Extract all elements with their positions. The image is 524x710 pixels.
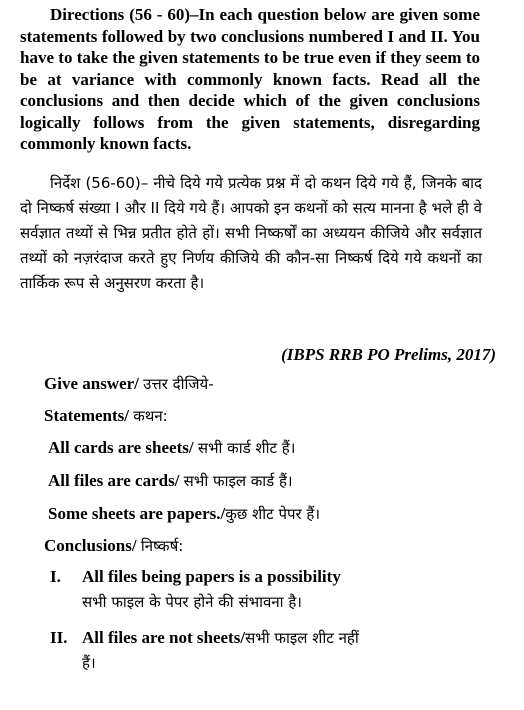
conclusion-1-en-text: All files being papers is a possibility	[82, 567, 341, 586]
statements-heading	[44, 406, 168, 426]
statement-2	[48, 471, 293, 491]
conclusion-1-en	[82, 567, 341, 587]
exam-source: (IBPS RRB PO Prelims, 2017)	[281, 345, 496, 364]
statement-1-hi: सभी कार्ड शीट हैं।	[197, 439, 296, 457]
give-answer-en: Give answer/	[44, 374, 144, 393]
conclusion-1-hi: सभी फाइल के पेपर होने की संभावना है।	[82, 593, 302, 611]
conclusion-1-number: I.	[50, 567, 61, 586]
give-answer-line	[44, 374, 214, 394]
statement-3-en: Some sheets are papers./	[48, 504, 226, 523]
statements-heading-en: Statements/	[44, 406, 134, 425]
statement-3-hi: कुछ शीट पेपर हैं।	[225, 505, 321, 523]
conclusion-2-en	[82, 628, 359, 648]
directions-english: Directions (56 - 60)–In each question below are given some statements followed by two conclusions numbered I and II. You have to take the given statements to be true even if they seem to be at variance with commonly known facts. Read all the conclusions and then decide which of the given conclusions logically follows from the given statements, disregarding commonly known facts.	[20, 5, 480, 153]
statement-1	[48, 438, 295, 458]
statement-1-en: All cards are sheets/	[48, 438, 198, 457]
conclusion-2-number: II.	[50, 628, 68, 647]
conclusion-2-en-text: All files are not sheets/	[82, 628, 246, 647]
statements-heading-hi: कथन:	[133, 407, 168, 425]
statement-2-en: All files are cards/	[48, 471, 184, 490]
conclusion-2-en-hi-suffix: सभी फाइल शीट नहीं	[245, 629, 359, 647]
conclusions-heading	[44, 536, 183, 556]
statement-3	[48, 504, 320, 524]
statement-2-hi: सभी फाइल कार्ड हैं।	[183, 472, 293, 490]
conclusion-2-hi: हैं।	[82, 654, 96, 672]
directions-hindi: निर्देश (56-60)– नीचे दिये गये प्रत्येक प्रश्न में दो कथन दिये गये हैं, जिनके बाद दो निष्कर्ष संख्या I और II दिये गये हैं। आपको इन कथनों को सत्य मानना है भले ही वे सर्वज्ञात तथ्यों से भिन्न प्रतीत होते हों। सभी निष्कर्षों का अध्ययन कीजिये और सर्वज्ञात तथ्यों को नज़रंदाज करते हुए निर्णय कीजिये की कौन-सा निष्कर्ष दिये गये कथनों का तार्किक रूप से अनुसरण करता है।	[20, 174, 482, 292]
conclusions-heading-en: Conclusions/	[44, 536, 141, 555]
give-answer-hi: उत्तर दीजिये-	[143, 375, 214, 393]
conclusions-heading-hi: निष्कर्ष:	[140, 537, 184, 555]
